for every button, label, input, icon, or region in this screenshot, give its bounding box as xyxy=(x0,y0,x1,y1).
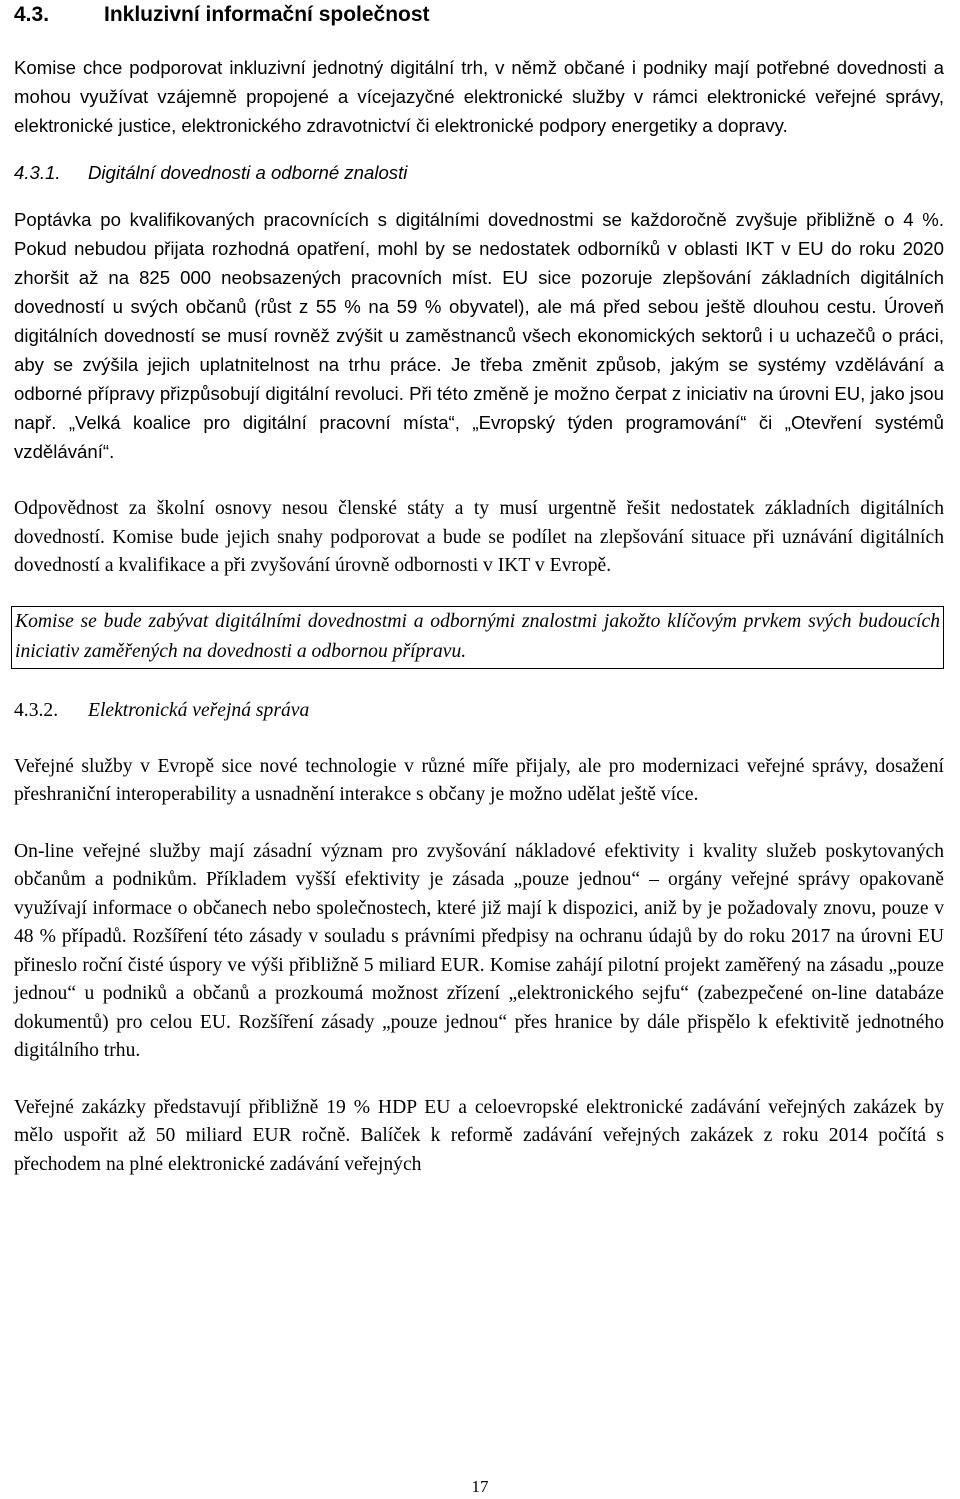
page-number: 17 xyxy=(471,1477,489,1496)
subsection-2-number: 4.3.2. xyxy=(14,699,59,721)
subsection-1-number: 4.3.1. xyxy=(14,162,61,183)
paragraph-digital-demand: Poptávka po kvalifikovaných pracovnících s digitálními dovednostmi se každoročně zvyšuje přibližně o 4 %. Pokud nebudou přijata rozhodná opatření, mohl by se nedostatek odborníků v oblasti IKT v EU do roku 2020 zhoršit až na 825 000 neobsazených pracovních míst. EU sice pozoruje zlepšování základních digitálních dovedností u svých občanů (růst z 55 % na 59 % obyvatel), ale má před sebou ještě dlouhou cestu. Úroveň digitálních dovedností se musí rovněž zvýšit u zaměstnanců všech ekonomických sektorů i u uchazečů o práci, aby se zvýšila jejich uplatnitelnost na trhu práce. Je třeba změnit způsob, jakým se systémy vzdělávání a odborné přípravy přizpůsobují digitální revoluci. Při této změně je možno čerpat z iniciativ na úrovni EU, jako jsou např. „Velká koalice pro digitální pracovní místa“, „Evropský týden programování“ či „Otevření systémů vzdělávání“. xyxy=(14,209,944,462)
section-intro: Komise chce podporovat inkluzivní jednotný digitální trh, v němž občané i podniky mají potřebné dovednosti a mohou využívat vzájemně propojené a vícejazyčné elektronické služby v rámci elektronické veřejné správy, elektronické justice, elektronického zdravotnictví či elektronické podpory energetiky a dopravy. xyxy=(14,57,944,136)
subsection-1-heading xyxy=(14,158,944,187)
document-page xyxy=(14,0,944,1179)
section-heading xyxy=(14,2,944,28)
section-number: 4.3. xyxy=(14,3,50,26)
paragraph-public-procurement: Veřejné zakázky představují přibližně 19 % HDP EU a celoevropské elektronické zadávání veřejných zakázek by mělo uspořit až 50 miliard EUR ročně. Balíček k reformě zadávání veřejných zakázek z roku 2014 počítá s přechodem na plné elektronické zadávání veřejných xyxy=(14,1096,944,1175)
section-title: Inkluzivní informační společnost xyxy=(104,3,430,26)
subsection-2-title: Elektronická veřejná správa xyxy=(88,699,310,721)
subsection-1-title: Digitální dovednosti a odborné znalosti xyxy=(88,162,408,183)
paragraph-public-services: Veřejné služby v Evropě sice nové technologie v různé míře přijaly, ale pro modernizaci veřejné správy, dosažení přeshraniční interoperability a usnadnění interakce s občany je možno udělat ještě více. xyxy=(14,755,944,805)
subsection-2-heading xyxy=(14,697,944,725)
paragraph-online-services: On-line veřejné služby mají zásadní význam pro zvyšování nákladové efektivity i kvality služeb poskytovaných občanům a podnikům. Příkladem vyšší efektivity je zásada „pouze jednou“ – orgány veřejné správy opakovaně využívají informace o občanech nebo společnostech, které již mají k dispozici, aniž by je požadovaly znovu, pouze v 48 % případů. Rozšíření této zásady v souladu s právními předpisy na ochranu údajů by do roku 2017 na úrovni EU přineslo roční čisté úspory ve výši přibližně 5 miliard EUR. Komise zahájí pilotní projekt zaměřený na zásadu „pouze jednou“ u podniků a občanů a prozkoumá možnost zřízení „elektronického sejfu“ (zabezpečené on-line databáze dokumentů) pro celou EU. Rozšíření zásady „pouze jednou“ přes hranice by dále přispělo k efektivitě jednotného digitálního trhu. xyxy=(14,840,944,1061)
highlight-box: Komise se bude zabývat digitálními dovednostmi a odbornými znalostmi jakožto klíčovým prvkem svých budoucích iniciativ zaměřených na dovednosti a odbornou přípravu. xyxy=(11,606,944,669)
paragraph-school-curricula: Odpovědnost za školní osnovy nesou členské státy a ty musí urgentně řešit nedostatek základních digitálních dovedností. Komise bude jejich snahy podporovat a bude se podílet na zlepšování situace při uznávání digitálních dovedností a kvalifikace a při zvyšování úrovně odbornosti v IKT v Evropě. xyxy=(14,498,944,576)
